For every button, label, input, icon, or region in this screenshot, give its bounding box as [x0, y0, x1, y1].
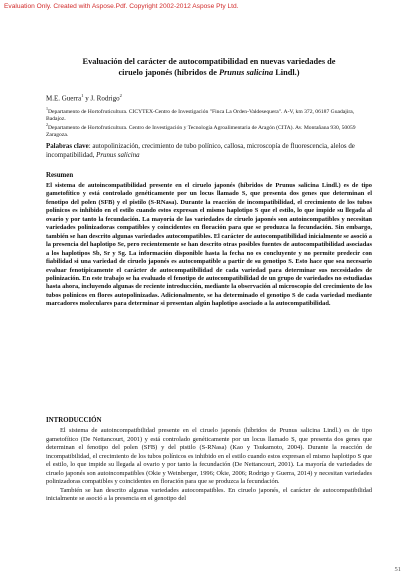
keywords-text: : autopolinización, crecimiento de tubo polínico, callosa, microscopía de fluorescencia, alelos de incompatibilidad, [46, 143, 355, 159]
resumen-heading: Resumen [46, 172, 74, 179]
authors [46, 93, 122, 102]
intro-paragraph-2: También se han descrito algunas variedades autocompatibles. En ciruelo japonés, el carácter de autocompatibilidad inicialmente se asoció a la presencia en el genotipo del [46, 486, 372, 503]
introduction-heading: INTRODUCCIÓN [46, 417, 102, 424]
evaluation-watermark: Evaluation Only. Created with Aspose.Pdf. Copyright 2002-2012 Aspose Pty Ltd. [4, 3, 239, 10]
title-text-end: Lindl.) [273, 68, 300, 77]
aff-2-text: Departamento de Hortofruticultura. Centro de Investigación y Tecnología Agroalimentaria de Aragón (CITA). Av. Montañana 930, 50059 Zaragoza. [46, 124, 356, 139]
aff-1-sup: 1 [46, 106, 48, 111]
title-line-2 [46, 67, 372, 78]
keywords [46, 143, 372, 160]
paper-title [46, 56, 372, 78]
aff-2-sup: 2 [46, 122, 48, 127]
intro-paragraph-1: El sistema de autoincompatibilidad presente en el ciruelo japonés (híbridos de Prunus salicina Lindl.) es de tipo gametofítico (De Nettancourt, 2001) y está controlado genéticamente por un locus llamado S, que presenta dos genes que determinan el fenotipo del polen (SFB) y del pistilo (S-RNasa) (Kao y Tsukamoto, 2004). Durante la reacción de incompatibilidad, el crecimiento de los tubos polínicos es inhibido en el estilo cuando estos expresan el mismo haplotipo S que el estilo, lo que impide su llegada al ovario y por tanto la fecundación (De Nettancourt, 2001). La mayoría de variedades de ciruelo japonés son autoincompatibles (Okie y Weinberger, 1996; Okie, 2006; Rodrigo y Guerra, 2014) y necesitan variedades polinizadoras compatibles y coincidentes en floración para que se produzca la fecundación. [46, 427, 372, 486]
title-line-1: Evaluación del carácter de autocompatibilidad en nuevas variedades de [82, 57, 336, 66]
keywords-label: Palabras clave [46, 143, 89, 150]
keywords-species: Prunus salicina [96, 151, 140, 159]
title-species: Prunus salicina [219, 68, 274, 77]
author-2-sup: 2 [119, 93, 122, 98]
page-number: 51 [394, 566, 401, 573]
introduction-body [46, 427, 372, 504]
title-text: ciruelo japonés (híbridos de [118, 68, 219, 77]
author-1: M.E. Guerra [46, 94, 82, 103]
affiliation-2 [46, 121, 372, 140]
author-2: y J. Rodrigo [83, 94, 120, 103]
abstract-text: El sistema de autoincompatibilidad presente en el ciruelo japonés (híbridos de Prunus salicina Lindl.) es de tipo gametofítico y está controlado genéticamente por un locus llamado S, que presenta dos genes que determinan el fenotipo del polen (SFB) y el pistilo (S-RNasa). Durante la reacción de incompatibilidad, el crecimiento de los tubos polínicos es inhibido en el estilo cuando estos expresan el mismo haplotipo S que el estilo, lo que impide su llegada al ovario y por tanto la fecundación. La mayoría de las variedades de ciruelo japonés son autoincompatibles y necesitan variedades polinizadoras compatibles y coincidentes en floración para que se produzca la fecundación. Sin embargo, también se han descrito algunas variedades autocompatibles. El carácter de autocompatibilidad inicialmente se asoció a la presencia del haplotipo Se, pero recientemente se han descrito otras posibles fuentes de autocompatibilidad asociadas a los haplotipos Sb, Sr y Sg. La información disponible hasta la fecha no es concluyente y no permite predecir con fiabilidad si una variedad de ciruelo japonés es autocompatible a partir de su genotipo S. Esto hace que sea necesario evaluar fenotípicamente el carácter de autocompatibilidad de cada variedad para determinar sus necesidades de polinización. En este trabajo se ha evaluado el fenotipo de autocompatibilidad de un grupo de variedades no estudiadas hasta ahora, incluyendo algunas de reciente introducción, mediante la observación al microscopio del crecimiento de los tubos polínicos en flores autopolinizadas. Adicionalmente, se ha determinado el genotipo S de cada variedad mediante marcadores moleculares para determinar si presentan algún haplotipo asociado a la autocompatibilidad. [46, 182, 372, 308]
author-1-sup: 1 [81, 93, 84, 98]
aff-1-text: Departamento de Hortofruticultura. CICYTEX-Centro de Investigación "Finca La Orden-Valdesequera". A-V, km 372, 06187 Guadajira, Badajoz. [46, 108, 355, 123]
